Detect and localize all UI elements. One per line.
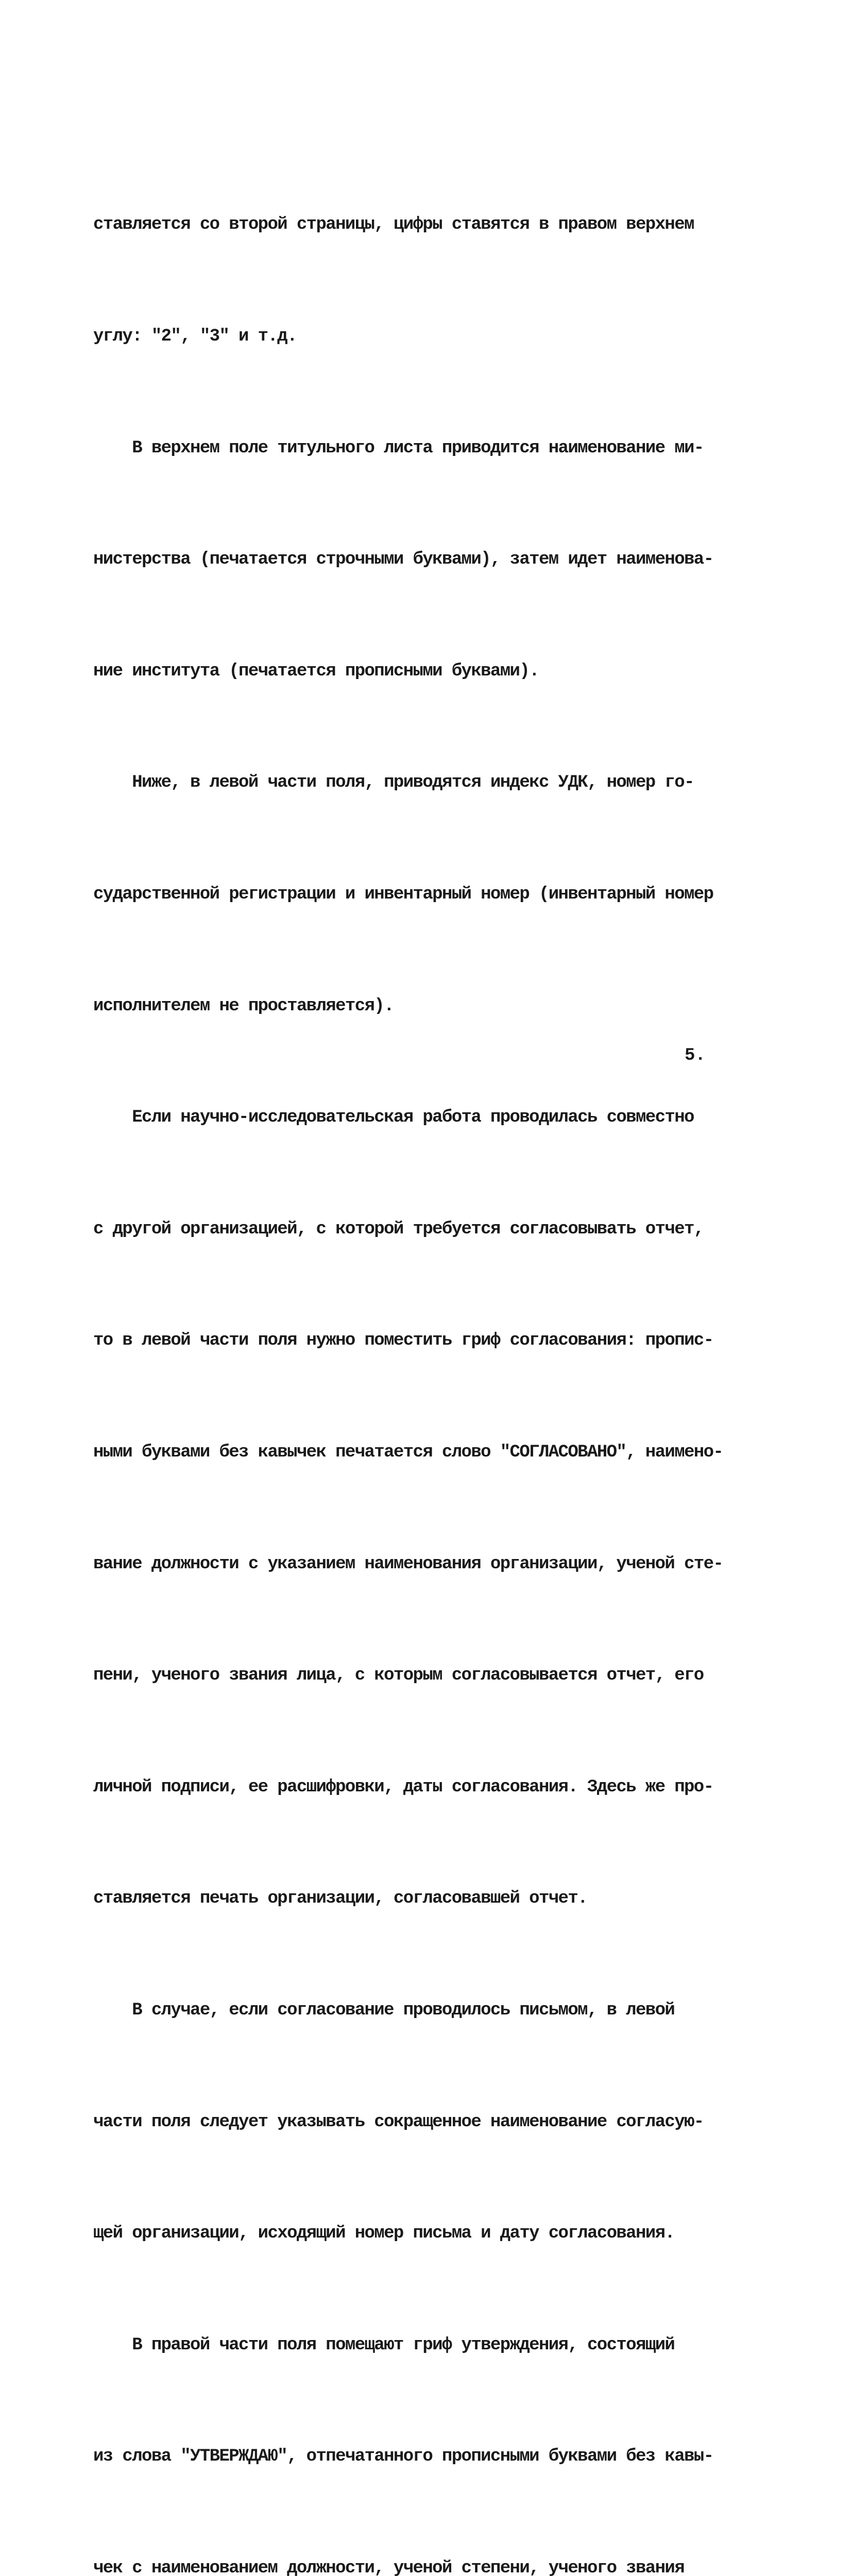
- text-line: сударственной регистрации и инвентарный номер (инвентарный номер: [93, 884, 713, 904]
- text-line: личной подписи, ее расшифровки, даты согласования. Здесь же про-: [93, 1777, 713, 1797]
- page-number: 5.: [685, 1046, 706, 1065]
- text-line: В случае, если согласование проводилось письмом, в левой: [93, 2000, 675, 2020]
- text-line: ставляется печать организации, согласовавшей отчет.: [93, 1889, 587, 1909]
- text-line: чек с наименованием должности, ученой степени, ученого звания: [93, 2558, 685, 2576]
- text-line: Если научно-исследовательская работа проводилась совместно: [93, 1108, 694, 1128]
- text-line: пени, ученого звания лица, с которым согласовывается отчет, его: [93, 1666, 704, 1686]
- text-line: вание должности с указанием наименования организации, ученой сте-: [93, 1554, 723, 1574]
- text-line: исполнителем не проставляется).: [93, 996, 394, 1016]
- text-line: из слова "УТВЕРЖДАЮ", отпечатанного прописными буквами без кавы-: [93, 2447, 713, 2467]
- text-line: ние института (печатается прописными буквами).: [93, 661, 539, 681]
- text-line: В правой части поля помещают гриф утверждения, состоящий: [93, 2335, 675, 2355]
- text-line: ными буквами без кавычек печатается слово "СОГЛАСОВАНО", наимено-: [93, 1442, 723, 1462]
- text-line: Ниже, в левой части поля, приводятся индекс УДК, номер го-: [93, 773, 694, 793]
- text-line: то в левой части поля нужно поместить гриф согласования: пропис-: [93, 1331, 713, 1351]
- text-line: углу: "2", "3" и т.д.: [93, 327, 297, 346]
- body-text: [93, 132, 763, 2576]
- text-line: нистерства (печатается строчными буквами), затем идет наименова-: [93, 550, 713, 570]
- text-line: щей организации, исходящий номер письма и дату согласования.: [93, 2224, 675, 2244]
- text-line: с другой организацией, с которой требуется согласовывать отчет,: [93, 1219, 704, 1239]
- text-line: ставляется со второй страницы, цифры ставятся в правом верхнем: [93, 215, 694, 235]
- text-line: В верхнем поле титульного листа приводится наименование ми-: [93, 438, 704, 458]
- text-line: части поля следует указывать сокращенное наименование согласую-: [93, 2112, 704, 2132]
